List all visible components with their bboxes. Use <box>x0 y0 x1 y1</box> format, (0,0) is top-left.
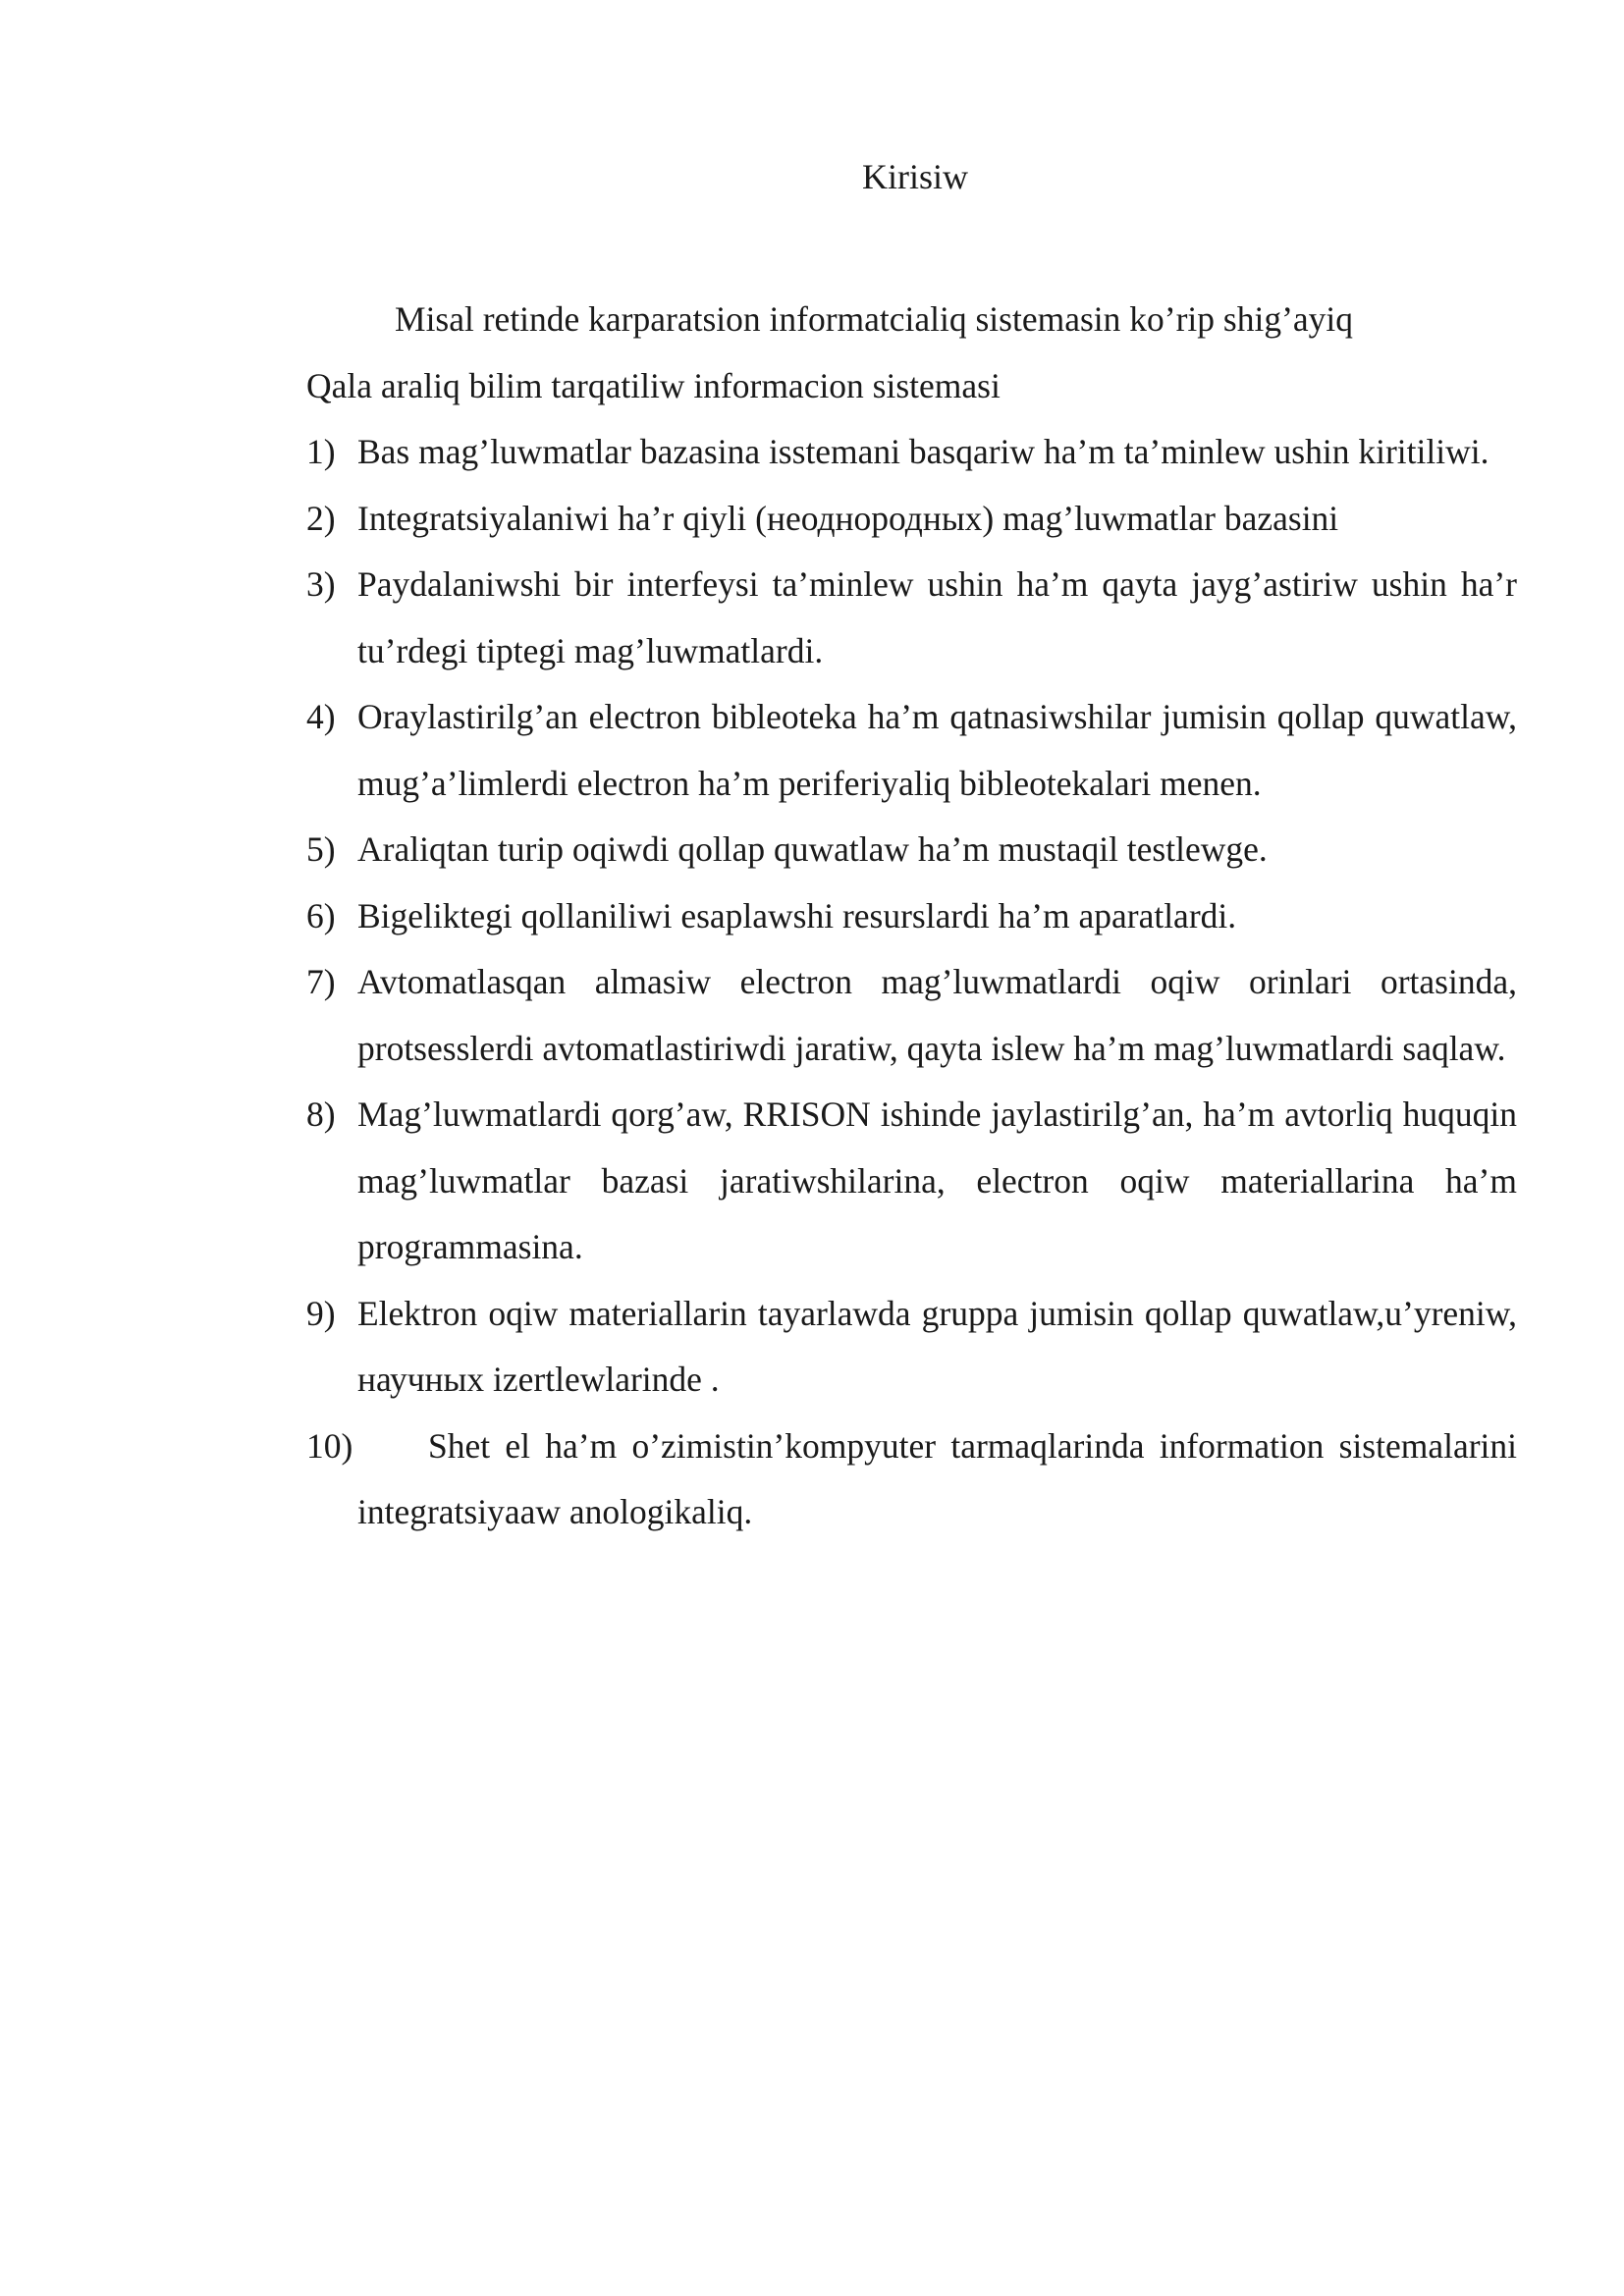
list-item <box>306 1082 1517 1281</box>
numbered-list <box>306 419 1517 1546</box>
list-item-number: 9) <box>306 1293 336 1333</box>
page-title: Kirisiw <box>862 157 968 196</box>
list-item <box>306 1414 1517 1546</box>
list-item-text: Bigeliktegi qollaniliwi esaplawshi resurslardi ha’m aparatlardi. <box>357 895 1237 935</box>
list-item <box>306 949 1517 1082</box>
list-item-number: 5) <box>306 829 336 869</box>
intro-paragraph: Misal retinde karparatsion informatcialiq sistemasin ko’rip shig’ayiq <box>395 299 1354 339</box>
list-item-number: 2) <box>306 498 336 538</box>
list-item-text: Mag’luwmatlardi qorg’aw, RRISON ishinde jaylastirilg’an, ha’m avtorliq huquqin mag’luwmatlar bazasi jaratiwshilarina, electron oqiw materiallarina ha’m programmasina. <box>357 1095 1517 1266</box>
list-item-text: Bas mag’luwmatlar bazasina isstemani basqariw ha’m ta’minlew ushin kiritiliwi. <box>357 432 1489 471</box>
list-item <box>306 684 1517 817</box>
list-item-text: Integratsiyalaniwi ha’r qiyli (неоднородных) mag’luwmatlar bazasini <box>357 498 1339 538</box>
list-item <box>306 552 1517 684</box>
document-body <box>306 287 1517 1546</box>
list-item-number: 3) <box>306 564 336 604</box>
list-item <box>306 486 1517 553</box>
list-item-text: Oraylastirilg’an electron bibleoteka ha’m qatnasiwshilar jumisin qollap quwatlaw, mug’a’limlerdi electron ha’m periferiyaliq bibleotekalari menen. <box>357 697 1517 803</box>
subtitle-paragraph: Qala araliq bilim tarqatiliw informacion sistemasi <box>306 365 1001 405</box>
list-item-text: Elektron oqiw materiallarin tayarlawda gruppa jumisin qollap quwatlaw,u’yreniw, научных izertlewlarinde . <box>357 1293 1517 1399</box>
list-item-number: 10) <box>306 1425 353 1466</box>
list-item-text: Araliqtan turip oqiwdi qollap quwatlaw ha’m mustaqil testlewge. <box>357 829 1268 869</box>
list-item <box>306 419 1517 486</box>
list-item-number: 1) <box>306 432 336 471</box>
list-item-text: Paydalaniwshi bir interfeysi ta’minlew ushin ha’m qayta jayg’astiriw ushin ha’r tu’rdegi tiptegi mag’luwmatlardi. <box>357 564 1517 670</box>
list-item-number: 4) <box>306 697 336 736</box>
list-item <box>306 817 1517 883</box>
list-item-number: 8) <box>306 1095 336 1134</box>
list-item-number: 6) <box>306 895 336 935</box>
list-item <box>306 883 1517 950</box>
list-item <box>306 1281 1517 1414</box>
list-item-text: Shet el ha’m o’zimistin’kompyuter tarmaqlarinda information sistemalarini integratsiyaaw anologikaliq. <box>357 1425 1517 1531</box>
list-item-text: Avtomatlasqan almasiw electron mag’luwmatlardi oqiw orinlari ortasinda, protsesslerdi avtomatlastiriwdi jaratiw, qayta islew ha’m mag’luwmatlardi saqlaw. <box>357 962 1517 1068</box>
list-item-number: 7) <box>306 962 336 1001</box>
